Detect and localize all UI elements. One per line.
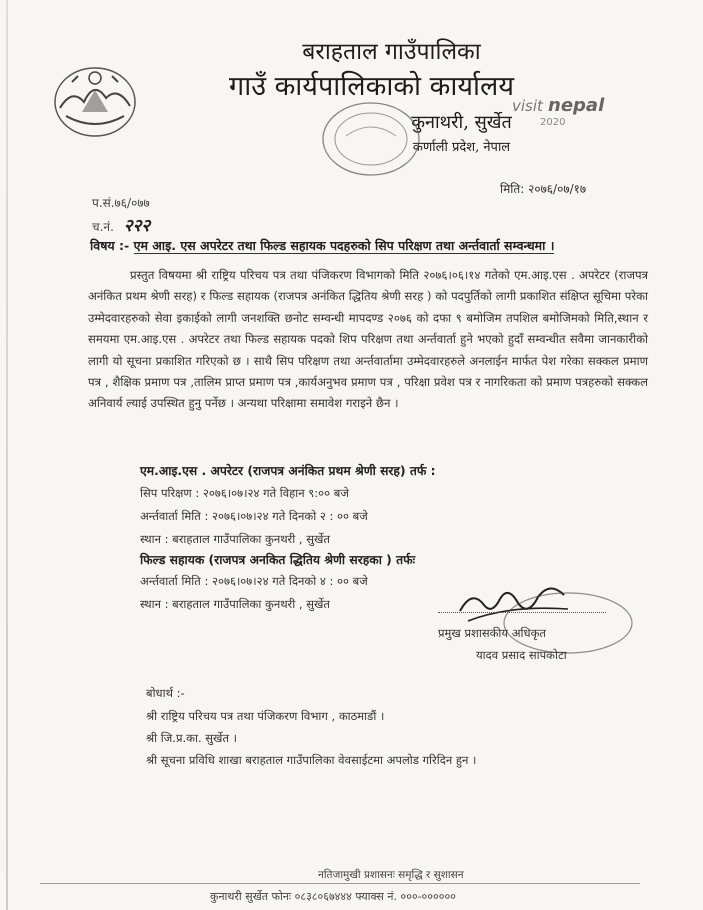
subject-label: विषय :-	[90, 238, 130, 253]
cc-heading: बोधार्थ :-	[146, 686, 185, 700]
office-location: कुनाथरी, सुर्खेत	[411, 112, 512, 133]
notice-paragraph: प्रस्तुत विषयमा श्री राष्ट्रिय परिचय पत्र तथा पंजिकरण विभागको मिति २०७६।०६।१४ गतेको एम.आइ.एस . अपरेटर (राजपत्र अनंकित प्रथम श्रेणी सरह) र फिल्ड सहायक (राजपत्र अनंकित द्धितिय श्रेणी सरह ) को पदपुर्तिको लागी प्रकाशित संक्षिप्त सूचिमा परेका उम्मेदवारहरुको सेवा इकाईको लागी जनशक्ति छनोट सम्वन्धी मापदण्ड २०७६ को दफा ९ बमोजिम तपशिल बमोजिमको मिति,स्थान र समयमा एम.आइ.एस . अपरेटर तथा फिल्ड सहायक पदको शिप परिक्षण तथा अर्न्तवार्ता हुने भएको हुदाँ सम्वन्धीत सवैमा जानकारीको लागी यो सूचना प्रकाशित गरिएको छ । साथै सिप परिक्षण तथा अर्न्तवार्तामा उम्मेदवारहरुले अनलाईन मार्फत पेश गरेका सक्कल प्रमाण पत्र , शैक्षिक प्रमाण पत्र ,तालिम प्राप्त प्रमाण पत्र ,कार्यअनुभव प्रमाण पत्र , परिक्षा प्रवेश पत्र र नागरिकता को प्रमाण पत्रहरुको सक्कल अनिवार्य ल्याई उपस्थित हुनु पर्नेछ । अन्यथा परिक्षामा समावेश गराइने छैन ।	[88, 268, 648, 411]
cc-item: श्री राष्ट्रिय परिचय पत्र तथा पंजिकरण विभाग , काठमाडौं ।	[146, 709, 385, 723]
section-mis-venue: स्थान : बराहताल गाउँपालिका कुनथरी , सुर्खेत	[140, 532, 330, 546]
subject-line	[90, 237, 554, 254]
dispatch-number: २२२	[123, 216, 151, 236]
signatory-name: यादव प्रसाद सापकोटा	[476, 648, 567, 662]
section-field-assistant-title: फिल्ड सहायक (राजपत्र अनकित द्धितिय श्रेणी सरहका ) तर्फः	[140, 553, 416, 567]
reference-number: प.सं.७६/०७७	[92, 196, 150, 210]
cc-item: श्री जि.प्र.का. सुर्खेत ।	[146, 731, 238, 745]
visit-logo-text-2: nepal	[548, 95, 605, 116]
section-mis-skill-test: सिप परिक्षण : २०७६।०७।२४ गते विहान ९:०० बजे	[140, 486, 349, 500]
scan-edge	[6, 0, 8, 910]
section-mis-interview: अर्न्तवार्ता मिति : २०७६।०७।२४ गते दिनको २ : ०० बजे	[140, 509, 368, 523]
dispatch-label: च.नं.	[92, 220, 114, 234]
cc-item: श्री सूचना प्रविधि शाखा बराहताल गाउँपालिका वेवसाईटमा अपलोड गरिदिन हुन ।	[146, 753, 477, 767]
notice-body	[88, 265, 648, 415]
municipality-name: बराहताल गाउँपालिका	[302, 39, 481, 65]
footer-rule	[40, 883, 640, 884]
visit-logo-year: 2020	[540, 117, 566, 128]
section-field-interview: अर्न्तवार्ता मिति : २०७६।०७।२४ गते दिनको ४ : ०० बजे	[140, 574, 368, 588]
office-name: गाउँ कार्यपालिकाको कार्यालय	[229, 71, 514, 102]
section-field-venue: स्थान : बराहताल गाउँपालिका कुनथरी , सुर्खेत	[140, 597, 330, 611]
footer-contact: कुनाथरी सुर्खेत फोनः ०८३८०६७४४४ फ्याक्स नं. ०००-००००००	[210, 890, 456, 903]
visit-logo-text-1: visit	[512, 97, 543, 115]
subject-text: एम आइ. एस अपरेटर तथा फिल्ड सहायक पदहरुको सिप परिक्षण तथा अर्न्तवार्ता सम्वन्धमा ।	[133, 238, 555, 253]
province-name: कर्णाली प्रदेश, नेपाल	[412, 140, 511, 155]
letter-date: मिति: २०७६/०७/१७	[500, 182, 587, 196]
footer-motto: नतिजामुखी प्रशासनः समृद्धि र सुशासन	[318, 869, 464, 881]
visit-nepal-logo	[512, 95, 605, 128]
signature-line	[438, 612, 606, 613]
section-mis-operator-title: एम.आइ.एस . अपरेटर (राजपत्र अनंकित प्रथम श्रेणी सरह) तर्फ :	[140, 464, 436, 478]
dispatch-number-row	[92, 213, 150, 236]
signatory-title: प्रमुख प्रशासकीय अधिकृत	[438, 626, 546, 640]
office-seal-icon	[316, 96, 426, 182]
